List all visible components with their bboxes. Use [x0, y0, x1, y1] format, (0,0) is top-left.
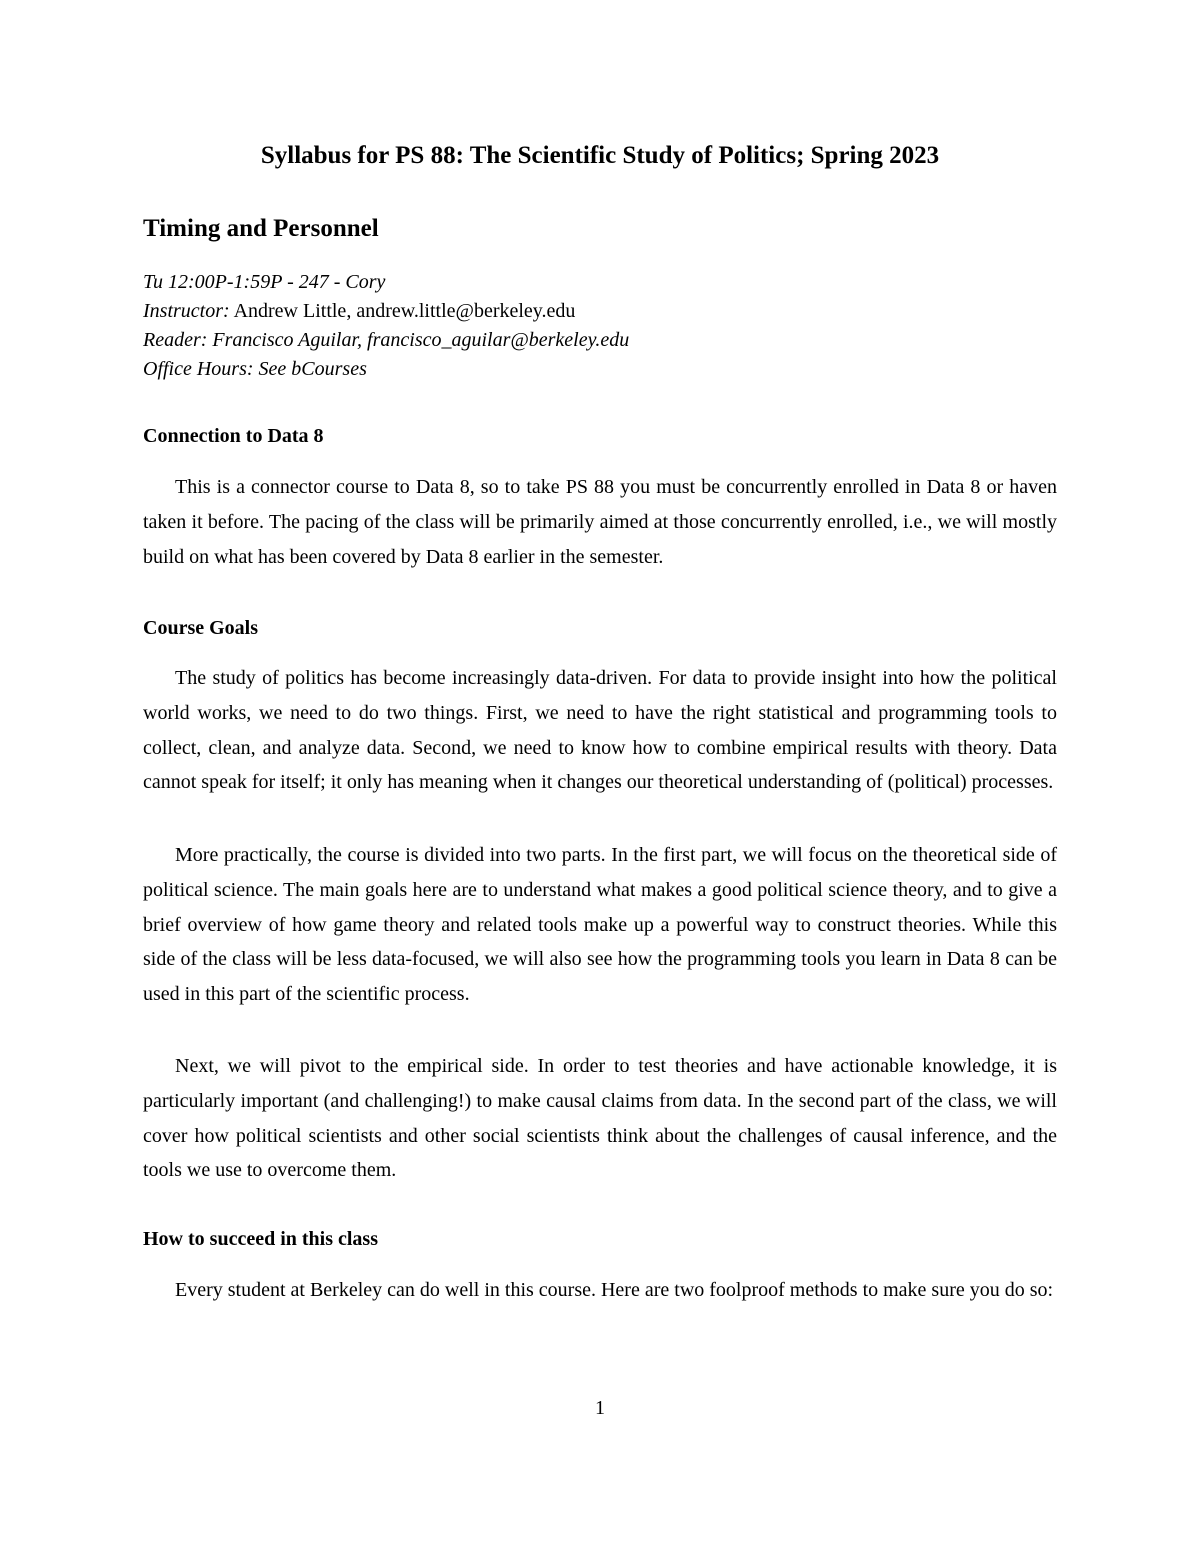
goals-paragraph-2: More practically, the course is divided into two parts. In the first part, we will focus on the theoretical side of political science. The main goals here are to understand what makes a good political science theory, and to give a brief overview of how game theory and related tools make up a powerful way to construct theories. While this side of the class will be less data-focused, we will also see how the programming tools you learn in Data 8 can be used in this part of the scientific process. [143, 844, 1057, 1006]
goals-paragraph-1: The study of politics has become increasingly data-driven. For data to provide insight into how the political world works, we need to do two things. First, we need to have the right statistical and programming tools to collect, clean, and analyze data. Second, we need to know how to combine empirical results with theory. Data cannot speak for itself; it only has meaning when it changes our theoretical understanding of (political) processes. [143, 667, 1057, 794]
office-hours-line: Office Hours: See bCourses [143, 358, 367, 380]
instructor-label: Instructor: [143, 300, 230, 322]
instructor-line [143, 297, 629, 326]
goals-heading: Course Goals [143, 617, 258, 639]
page-number: 1 [595, 1397, 605, 1419]
goals-paragraph-3: Next, we will pivot to the empirical side. In order to test theories and have actionable knowledge, it is particularly important (and challenging!) to make causal claims from data. In the second part of the class, we will cover how political scientists and other social scientists think about the challenges of causal inference, and the tools we use to overcome them. [143, 1055, 1057, 1182]
reader-line: Reader: Francisco Aguilar, francisco_aguilar@berkeley.edu [143, 329, 630, 351]
succeed-heading: How to succeed in this class [143, 1228, 378, 1250]
schedule-line: Tu 12:00P-1:59P - 247 - Cory [143, 271, 386, 293]
timing-info [143, 268, 629, 384]
timing-heading: Timing and Personnel [143, 215, 379, 242]
document-title: Syllabus for PS 88: The Scientific Study of Politics; Spring 2023 [260, 142, 940, 169]
instructor-value: Andrew Little, andrew.little@berkeley.edu [229, 300, 576, 322]
connection-paragraph: This is a connector course to Data 8, so to take PS 88 you must be concurrently enrolled in Data 8 or haven taken it before. The pacing of the class will be primarily aimed at those concurrently enrolled, i.e., we will mostly build on what has been covered by Data 8 earlier in the semester. [143, 476, 1057, 568]
succeed-paragraph: Every student at Berkeley can do well in this course. Here are two foolproof methods to make sure you do so: [175, 1279, 1054, 1301]
connection-heading: Connection to Data 8 [143, 425, 324, 447]
